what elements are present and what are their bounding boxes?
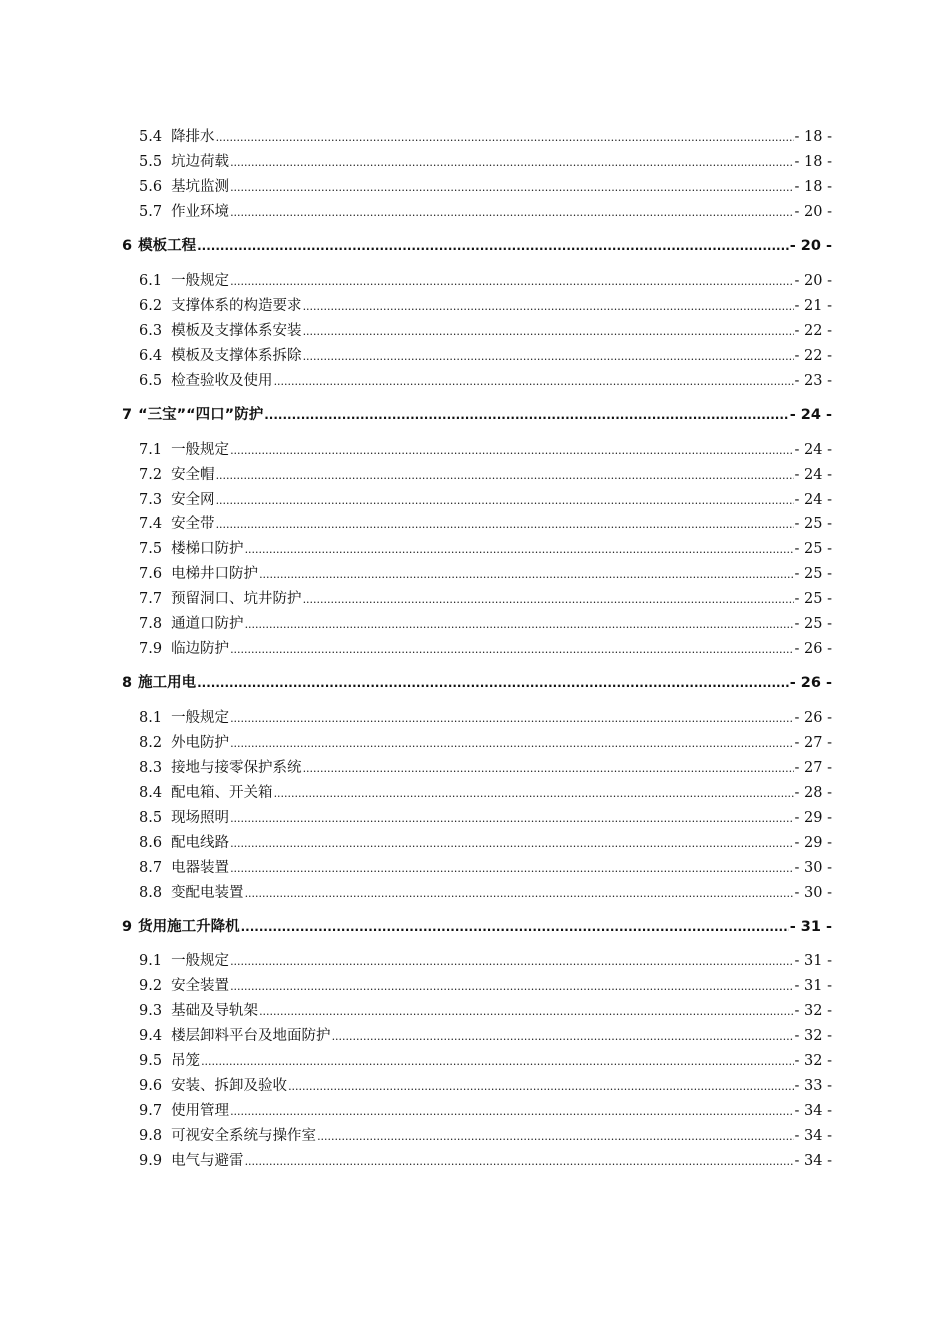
toc-section-entry[interactable] — [0, 465, 950, 485]
toc-entry-number: 6.3 — [139, 323, 163, 339]
toc-entry-row — [139, 758, 832, 779]
toc-entry-row — [122, 405, 832, 425]
toc-page-number: - 32 - — [794, 1053, 832, 1069]
toc-dot-leader — [216, 514, 794, 535]
toc-page-number: - 24 - — [789, 407, 832, 423]
toc-entry-number: 8.8 — [139, 885, 163, 901]
toc-entry-row — [139, 833, 832, 854]
toc-entry-number: 7 — [122, 407, 133, 423]
toc-dot-leader — [230, 1101, 793, 1122]
toc-entry-row — [139, 177, 832, 198]
toc-entry-row — [122, 236, 832, 256]
toc-entry-number: 8.6 — [139, 835, 163, 851]
toc-entry-number: 7.2 — [139, 467, 163, 483]
toc-dot-leader — [230, 202, 793, 223]
toc-entry-title: 配电箱、开关箱 — [171, 785, 273, 801]
toc-entry-title: 基坑监测 — [171, 179, 230, 195]
toc-entry-row — [139, 808, 832, 829]
toc-section-entry[interactable] — [0, 514, 950, 534]
toc-entry-row — [139, 465, 832, 486]
toc-page-number: - 33 - — [794, 1078, 832, 1094]
toc-entry-title: 吊笼 — [171, 1053, 201, 1069]
toc-section-entry[interactable] — [0, 976, 950, 996]
toc-dot-leader — [303, 758, 794, 779]
toc-entry-title: 坑边荷载 — [171, 154, 230, 170]
toc-section-entry[interactable] — [0, 783, 950, 803]
toc-page-number: - 29 - — [794, 810, 832, 826]
toc-entry-number: 5.7 — [139, 204, 163, 220]
toc-entry-row — [122, 673, 832, 693]
toc-page-number: - 27 - — [794, 760, 832, 776]
toc-entry-number: 6.1 — [139, 273, 163, 289]
toc-section-entry[interactable] — [0, 858, 950, 878]
toc-page-number: - 30 - — [794, 885, 832, 901]
toc-dot-leader — [230, 152, 793, 173]
toc-dot-leader — [230, 271, 793, 292]
toc-section-entry[interactable] — [0, 440, 950, 460]
toc-dot-leader — [274, 783, 794, 804]
toc-entry-title: 作业环境 — [171, 204, 230, 220]
toc-entry-number: 8.3 — [139, 760, 163, 776]
toc-page-number: - 32 - — [794, 1028, 832, 1044]
toc-entry-number: 8.4 — [139, 785, 163, 801]
toc-entry-row — [139, 152, 832, 173]
toc-entry-row — [139, 1101, 832, 1122]
toc-entry-row — [139, 321, 832, 342]
toc-page-number: - 34 - — [794, 1103, 832, 1119]
toc-entry-title: 检查验收及使用 — [171, 373, 273, 389]
toc-entry-title: 安全带 — [171, 516, 215, 532]
toc-entry-title: 安全装置 — [171, 978, 230, 994]
toc-section-entry[interactable] — [0, 1076, 950, 1096]
toc-section-entry[interactable] — [0, 371, 950, 391]
toc-entry-row — [139, 127, 832, 148]
toc-entry-title: 安全帽 — [171, 467, 215, 483]
toc-section-entry[interactable] — [0, 1126, 950, 1146]
toc-page-number: - 25 - — [794, 541, 832, 557]
toc-dot-leader — [332, 1026, 794, 1047]
toc-section-entry[interactable] — [0, 589, 950, 609]
toc-dot-leader — [245, 1151, 794, 1172]
toc-section-entry[interactable] — [0, 833, 950, 853]
toc-page-number: - 32 - — [794, 1003, 832, 1019]
toc-entry-row — [139, 1151, 832, 1172]
toc-dot-leader — [201, 1051, 793, 1072]
toc-entry-title: 模板及支撑体系安装 — [171, 323, 302, 339]
toc-section-entry[interactable] — [0, 951, 950, 971]
toc-dot-leader — [317, 1126, 793, 1147]
toc-entry-number: 6.2 — [139, 298, 163, 314]
toc-dot-leader — [303, 589, 794, 610]
toc-entry-row — [139, 783, 832, 804]
toc-entry-row — [139, 440, 832, 461]
toc-entry-title: 楼梯口防护 — [171, 541, 244, 557]
toc-chapter-entry[interactable] — [0, 917, 950, 937]
toc-entry-row — [139, 490, 832, 511]
toc-page-number: - 25 - — [794, 616, 832, 632]
toc-entry-number: 7.8 — [139, 616, 163, 632]
toc-entry-row — [139, 371, 832, 392]
toc-entry-number: 9.9 — [139, 1153, 163, 1169]
toc-entry-row — [139, 708, 832, 729]
toc-dot-leader — [259, 1001, 793, 1022]
toc-entry-number: 9.5 — [139, 1053, 163, 1069]
toc-entry-row — [139, 271, 832, 292]
toc-entry-number: 7.6 — [139, 566, 163, 582]
toc-entry-title: 电器装置 — [171, 860, 230, 876]
toc-entry-title: 外电防护 — [171, 735, 230, 751]
toc-page-number: - 30 - — [794, 860, 832, 876]
toc-page-number: - 34 - — [794, 1128, 832, 1144]
toc-dot-leader — [259, 564, 793, 585]
toc-entry-title: 模板及支撑体系拆除 — [171, 348, 302, 364]
toc-entry-title: 一般规定 — [171, 442, 230, 458]
toc-entry-number: 9.6 — [139, 1078, 163, 1094]
toc-page-number: - 31 - — [794, 978, 832, 994]
toc-entry-title: 通道口防护 — [171, 616, 244, 632]
toc-entry-number: 7.5 — [139, 541, 163, 557]
toc-dot-leader — [245, 883, 794, 904]
toc-entry-row — [139, 858, 832, 879]
toc-page-number: - 31 - — [794, 953, 832, 969]
toc-dot-leader — [245, 539, 794, 560]
toc-entry-title: 安全网 — [171, 492, 215, 508]
toc-dot-leader — [230, 177, 793, 198]
toc-dot-leader — [216, 127, 794, 148]
toc-section-entry[interactable] — [0, 177, 950, 197]
toc-entry-row — [139, 346, 832, 367]
toc-entry-number: 5.6 — [139, 179, 163, 195]
toc-page-number: - 18 - — [794, 129, 832, 145]
toc-section-entry[interactable] — [0, 271, 950, 291]
toc-page-number: - 24 - — [794, 467, 832, 483]
toc-page-number: - 22 - — [794, 348, 832, 364]
toc-entry-number: 7.4 — [139, 516, 163, 532]
toc-page-number: - 25 - — [794, 591, 832, 607]
toc-page-number: - 20 - — [789, 238, 832, 254]
toc-dot-leader — [230, 733, 793, 754]
toc-entry-title: 电气与避雷 — [171, 1153, 244, 1169]
toc-entry-number: 7.7 — [139, 591, 163, 607]
toc-entry-row — [139, 976, 832, 997]
toc-dot-leader — [274, 371, 794, 392]
toc-section-entry[interactable] — [0, 708, 950, 728]
toc-entry-title: 预留洞口、坑井防护 — [171, 591, 302, 607]
toc-entry-title: 一般规定 — [171, 953, 230, 969]
toc-section-entry[interactable] — [0, 1151, 950, 1171]
toc-section-entry[interactable] — [0, 614, 950, 634]
toc-entry-row — [139, 589, 832, 610]
toc-chapter-entry[interactable] — [0, 405, 950, 425]
toc-entry-number: 7.9 — [139, 641, 163, 657]
toc-entry-number: 9.7 — [139, 1103, 163, 1119]
toc-entry-row — [139, 296, 832, 317]
toc-entry-row — [139, 1026, 832, 1047]
toc-entry-title: 变配电装置 — [171, 885, 244, 901]
toc-page-number: - 29 - — [794, 835, 832, 851]
toc-entry-title: 使用管理 — [171, 1103, 230, 1119]
toc-section-entry[interactable] — [0, 1026, 950, 1046]
toc-page-number: - 26 - — [789, 675, 832, 691]
toc-section-entry[interactable] — [0, 1001, 950, 1021]
toc-entry-row — [122, 917, 832, 937]
toc-entry-title: 接地与接零保护系统 — [171, 760, 302, 776]
toc-entry-number: 8.2 — [139, 735, 163, 751]
toc-dot-leader — [230, 833, 793, 854]
toc-page-number: - 34 - — [794, 1153, 832, 1169]
toc-entry-number: 9.2 — [139, 978, 163, 994]
toc-dot-leader — [230, 440, 793, 461]
toc-entry-number: 8.5 — [139, 810, 163, 826]
toc-entry-title: 楼层卸料平台及地面防护 — [171, 1028, 331, 1044]
toc-page-number: - 21 - — [794, 298, 832, 314]
toc-section-entry[interactable] — [0, 883, 950, 903]
toc-page-number: - 24 - — [794, 492, 832, 508]
toc-page-number: - 20 - — [794, 204, 832, 220]
toc-page-number: - 26 - — [794, 641, 832, 657]
toc-entry-title: 电梯井口防护 — [171, 566, 259, 582]
toc-entry-row — [139, 202, 832, 223]
toc-entry-number: 8 — [122, 675, 133, 691]
toc-section-entry[interactable] — [0, 127, 950, 147]
toc-page-number: - 18 - — [794, 179, 832, 195]
toc-entry-title: 施工用电 — [138, 675, 197, 691]
toc-entry-number: 6 — [122, 238, 133, 254]
toc-entry-title: 一般规定 — [171, 273, 230, 289]
toc-entry-row — [139, 1126, 832, 1147]
toc-page-number: - 25 - — [794, 516, 832, 532]
toc-entry-number: 8.1 — [139, 710, 163, 726]
toc-page-number: - 27 - — [794, 735, 832, 751]
toc-dot-leader — [230, 808, 793, 829]
toc-entry-number: 9.3 — [139, 1003, 163, 1019]
toc-entry-number: 6.4 — [139, 348, 163, 364]
toc-entry-row — [139, 1051, 832, 1072]
toc-page-number: - 22 - — [794, 323, 832, 339]
toc-entry-title: 支撑体系的构造要求 — [171, 298, 302, 314]
toc-entry-title: 货用施工升降机 — [138, 919, 240, 935]
toc-dot-leader — [230, 858, 793, 879]
toc-section-entry[interactable] — [0, 1051, 950, 1071]
toc-page-number: - 28 - — [794, 785, 832, 801]
toc-entry-number: 7.3 — [139, 492, 163, 508]
toc-entry-row — [139, 1001, 832, 1022]
toc-section-entry[interactable] — [0, 152, 950, 172]
toc-section-entry[interactable] — [0, 758, 950, 778]
toc-entry-row — [139, 733, 832, 754]
toc-entry-number: 8.7 — [139, 860, 163, 876]
toc-section-entry[interactable] — [0, 808, 950, 828]
toc-section-entry[interactable] — [0, 202, 950, 222]
toc-dot-leader — [230, 951, 793, 972]
toc-section-entry[interactable] — [0, 321, 950, 341]
toc-entry-number: 7.1 — [139, 442, 163, 458]
toc-page-number: - 31 - — [789, 919, 832, 935]
toc-entry-row — [139, 514, 832, 535]
toc-entry-number: 5.4 — [139, 129, 163, 145]
toc-entry-number: 6.5 — [139, 373, 163, 389]
toc-section-entry[interactable] — [0, 733, 950, 753]
toc-section-entry[interactable] — [0, 346, 950, 366]
toc-page-number: - 20 - — [794, 273, 832, 289]
toc-section-entry[interactable] — [0, 296, 950, 316]
toc-page-number: - 23 - — [794, 373, 832, 389]
toc-section-entry[interactable] — [0, 539, 950, 559]
toc-entry-title: 模板工程 — [138, 238, 197, 254]
toc-entry-number: 5.5 — [139, 154, 163, 170]
toc-dot-leader — [216, 490, 794, 511]
toc-entry-row — [139, 564, 832, 585]
toc-entry-title: 配电线路 — [171, 835, 230, 851]
toc-dot-leader — [288, 1076, 793, 1097]
toc-dot-leader — [216, 465, 794, 486]
toc-dot-leader — [264, 405, 788, 425]
toc-entry-title: 可视安全系统与操作室 — [171, 1128, 317, 1144]
toc-dot-leader — [241, 917, 789, 937]
toc-entry-row — [139, 539, 832, 560]
toc-entry-number: 9.1 — [139, 953, 163, 969]
toc-entry-row — [139, 951, 832, 972]
toc-dot-leader — [303, 296, 794, 317]
toc-entry-title: 临边防护 — [171, 641, 230, 657]
toc-page-number: - 18 - — [794, 154, 832, 170]
toc-entry-number: 9.8 — [139, 1128, 163, 1144]
toc-entry-row — [139, 1076, 832, 1097]
toc-dot-leader — [303, 321, 794, 342]
toc-entry-title: 一般规定 — [171, 710, 230, 726]
toc-page-number: - 26 - — [794, 710, 832, 726]
toc-dot-leader — [303, 346, 794, 367]
toc-entry-title: “三宝”“四口”防护 — [138, 407, 264, 423]
toc-entry-title: 安装、拆卸及验收 — [171, 1078, 288, 1094]
toc-dot-leader — [197, 236, 789, 256]
toc-section-entry[interactable] — [0, 1101, 950, 1121]
toc-section-entry[interactable] — [0, 639, 950, 659]
toc-entry-title: 现场照明 — [171, 810, 230, 826]
toc-dot-leader — [197, 673, 789, 693]
toc-dot-leader — [230, 639, 793, 660]
toc-section-entry[interactable] — [0, 564, 950, 584]
toc-entry-title: 基础及导轨架 — [171, 1003, 259, 1019]
toc-dot-leader — [230, 708, 793, 729]
toc-entry-number: 9 — [122, 919, 133, 935]
toc-entry-row — [139, 883, 832, 904]
toc-dot-leader — [230, 976, 793, 997]
toc-dot-leader — [245, 614, 794, 635]
toc-chapter-entry[interactable] — [0, 236, 950, 256]
toc-entry-number: 9.4 — [139, 1028, 163, 1044]
toc-entry-row — [139, 614, 832, 635]
toc-section-entry[interactable] — [0, 490, 950, 510]
toc-page-number: - 24 - — [794, 442, 832, 458]
toc-entry-row — [139, 639, 832, 660]
toc-chapter-entry[interactable] — [0, 673, 950, 693]
toc-entry-title: 降排水 — [171, 129, 215, 145]
toc-page-number: - 25 - — [794, 566, 832, 582]
